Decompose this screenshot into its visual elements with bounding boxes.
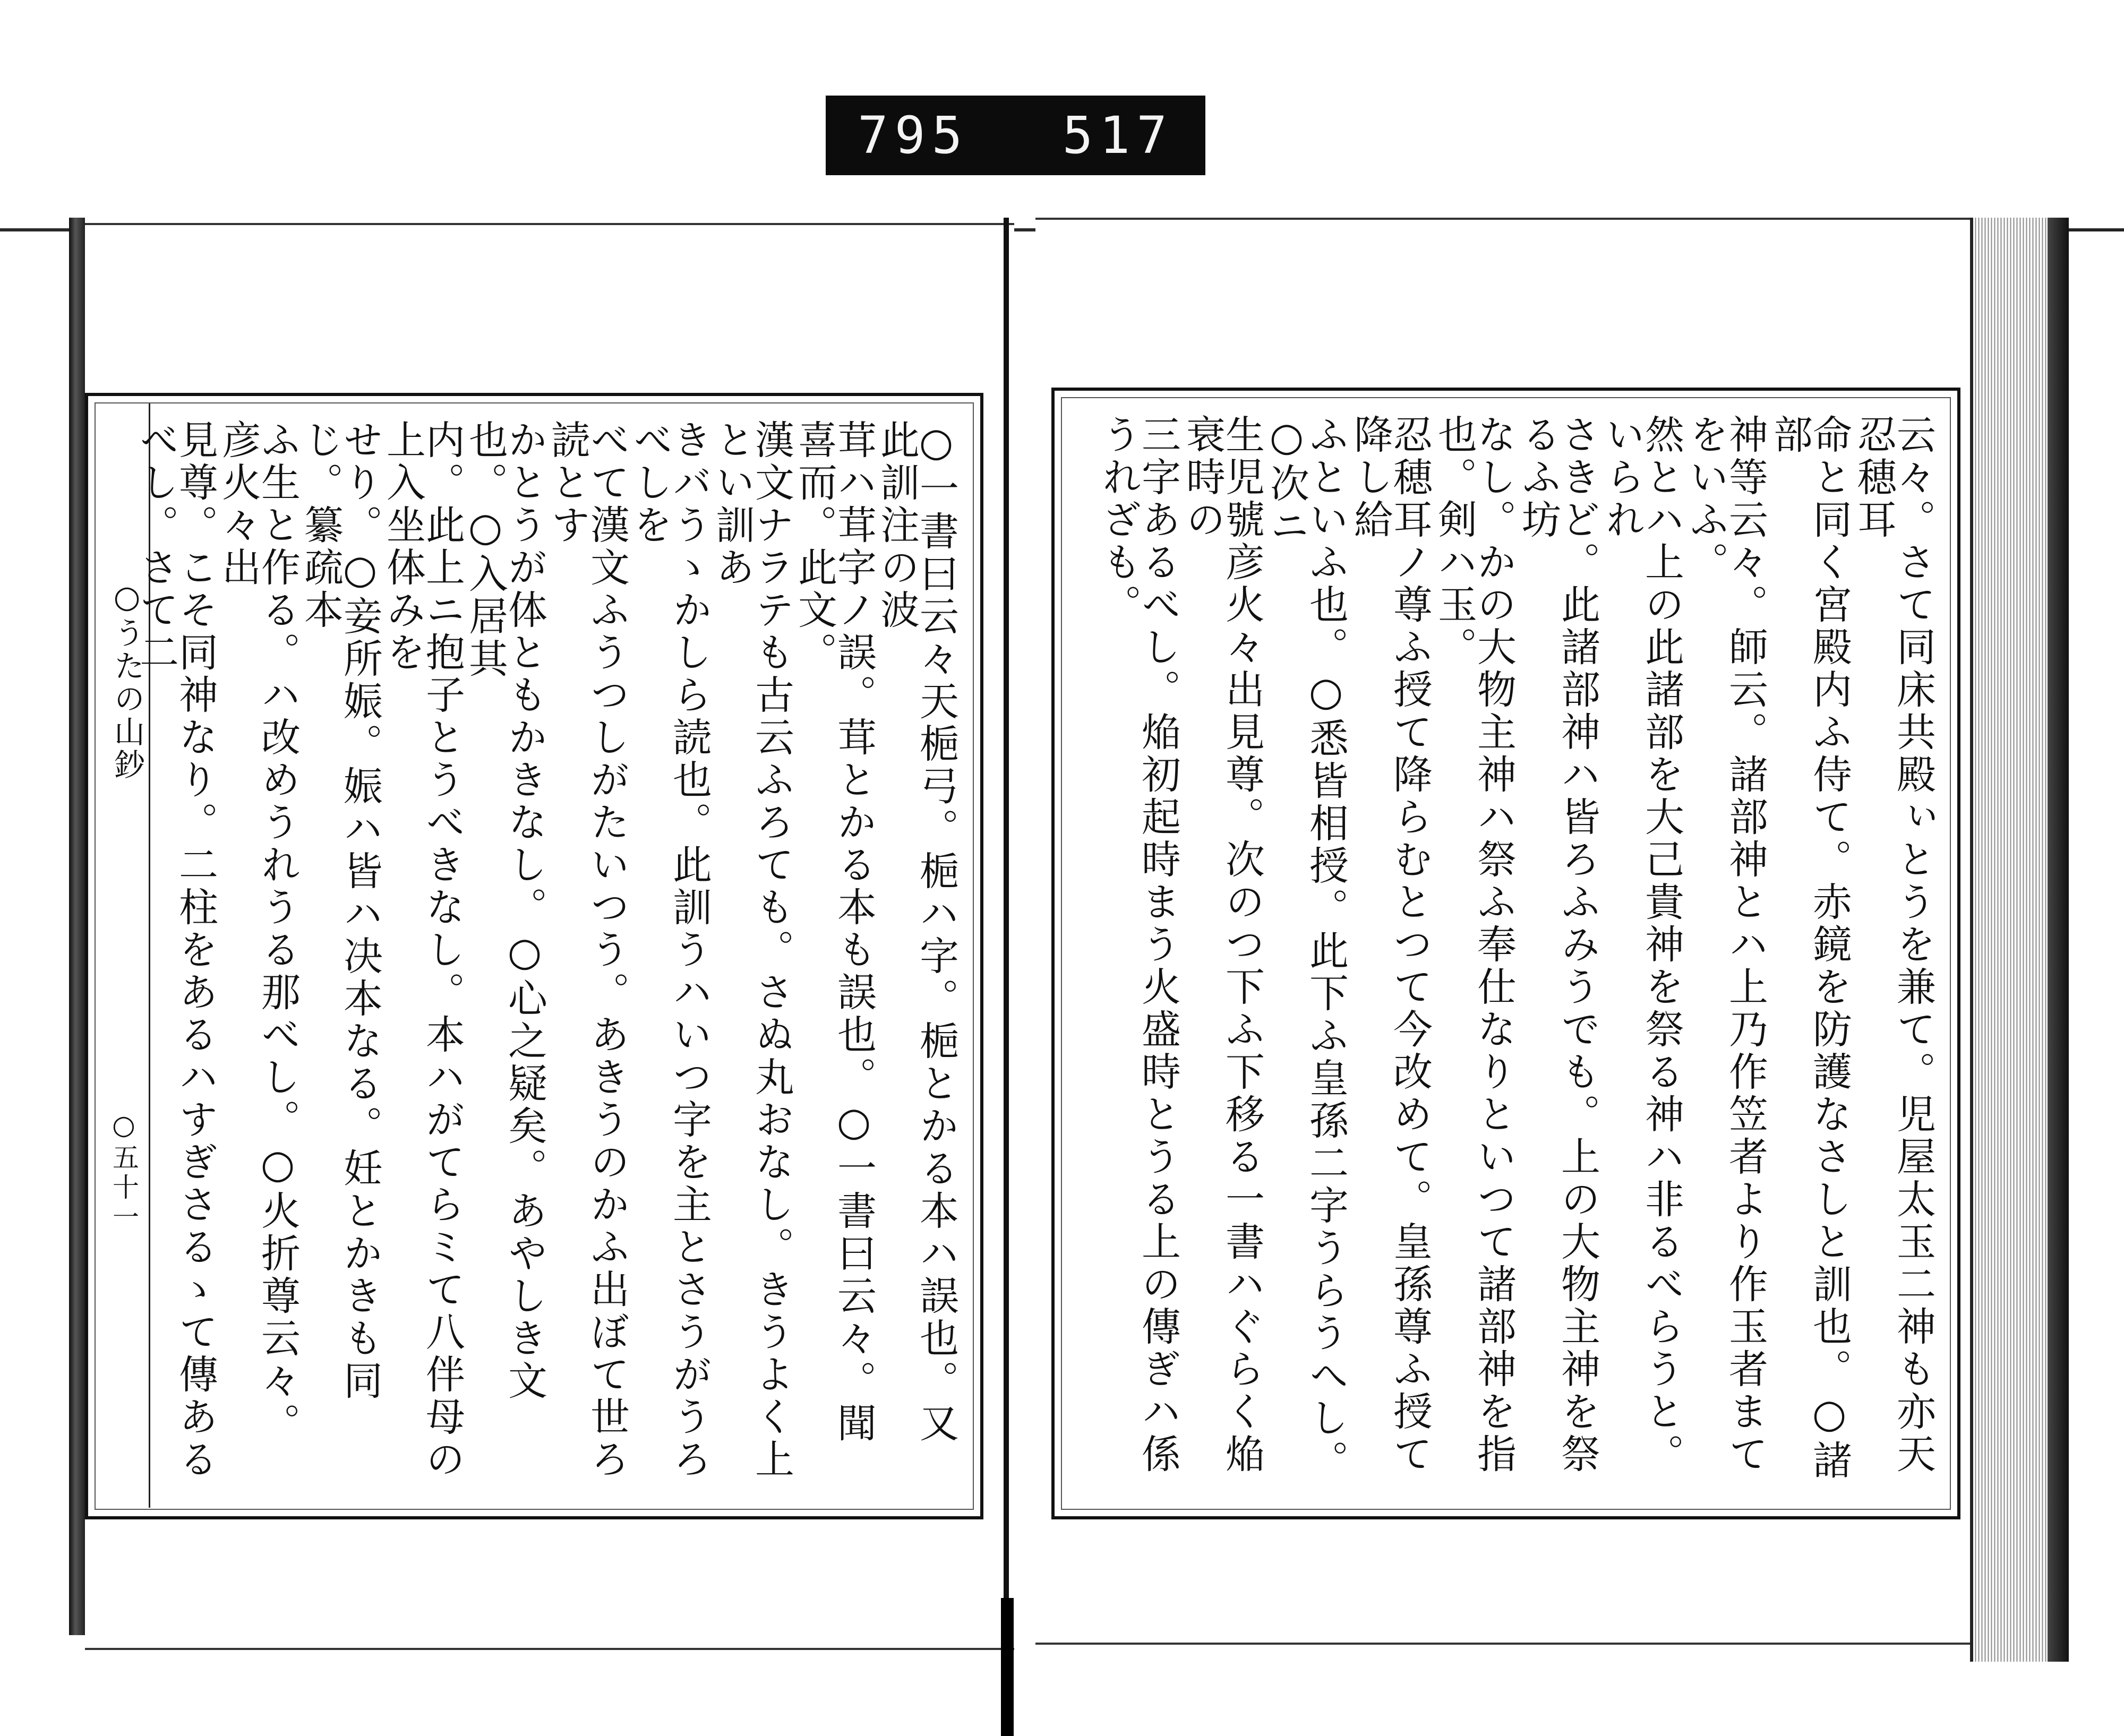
text-column: 命と同く宮殿内ふ侍て。赤鏡を防護なさしと訓也。○諸部 <box>1767 414 1852 1482</box>
text-column: 内。此上ニ抱子とうべきなし。本ハがてらミて八伴母の上入坐体みを <box>380 419 465 1481</box>
spine-tail <box>1001 1598 1014 1736</box>
text-column: きバうゝかしら読也。此訓うハいつ字を主とさうがうろべしを <box>627 419 712 1481</box>
text-column: 三字あるべし。焔初起時まう火盛時とうる上の傳ぎハ係うれざも。 <box>1096 414 1181 1476</box>
text-column: 見尊。こそ同神なり。二柱をあるハすぎさるゝて傳あるべし。さて二 <box>133 419 218 1481</box>
text-column: ふといふ也。○悉皆相授。此下ふ皇孫二字うらうへし。○次ニ <box>1264 414 1349 1482</box>
text-column: さきど。此諸部神ハ皆ろふみうでも。上の大物主神を祭るふ坊 <box>1515 414 1600 1476</box>
text-column: 忍穂耳ノ尊ふ授て降らむとつて今改めて。皇孫尊ふ授て降し給 <box>1348 414 1433 1476</box>
right-page-edges <box>1970 218 2069 1662</box>
folio-number: ○五十一 <box>108 1110 139 1233</box>
text-column: 神等云々。師云。諸部神とハ上乃作笠者より作玉者まてをいふ。 <box>1683 414 1768 1476</box>
text-column: 茸ハ茸字ノ誤。茸とかる本も誤也。○一書曰云々。聞喜而。此文。 <box>792 419 877 1445</box>
text-column: かとうが体ともかきなし。○心之疑矣。あやしき文也。○入居其 <box>463 419 547 1403</box>
left-book-edge <box>69 218 85 1635</box>
text-column: べて漢文ふうつしがたいつう。あきうのかふ出ぼて世ろ読とす <box>545 419 630 1481</box>
text-column: 云々。さて同床共殿ぃとうを兼て。児屋太玉二神も亦天忍穂耳 <box>1851 414 1936 1476</box>
text-column: 然とハ上の此諸部を大己貴神を祭る神ハ非るべらうと。いられ <box>1599 414 1684 1476</box>
tag-left-number: 795 <box>858 106 969 165</box>
text-column: 生児號彦火々出見尊。次のつ下ふ下移る一書ハぐらく焔衰時の <box>1180 414 1265 1476</box>
text-column: ○一書曰云々天梔弓。梔ハ字。梔とかる本ハ誤也。又此訓注の波 <box>874 419 959 1445</box>
left-page-text <box>133 419 966 1481</box>
text-column: せり。○妾所娠。娠ハ皆ハ决本なる。妊とかきも同じ。纂疏本 <box>298 419 383 1403</box>
tag-right-number: 517 <box>1062 106 1174 165</box>
hashira-title: ○うたの山鈔 <box>109 579 145 781</box>
reel-number-tag <box>826 96 1205 175</box>
book-spine <box>1004 218 1009 1736</box>
text-column: ふ生と作る。ハ改めうれうる那べし。○火折尊云々。彦火々出 <box>216 419 301 1445</box>
text-column: 漢文ナラテも古云ふろても。さぬ丸おなし。きうよく上とい訓あ <box>709 419 794 1481</box>
right-page-text <box>1083 414 1943 1497</box>
text-column: なし。かの大物主神ハ祭ふ奉仕なりといつて諸部神を指也。剣ハ玉。 <box>1432 414 1517 1476</box>
